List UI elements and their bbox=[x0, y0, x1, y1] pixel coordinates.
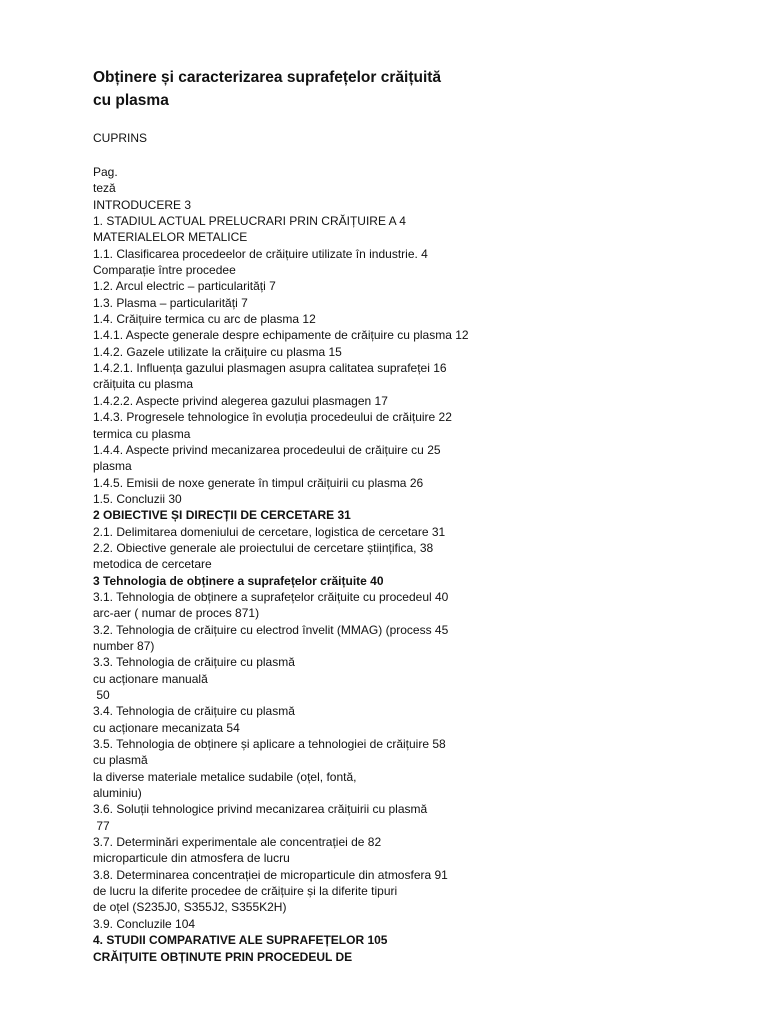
toc-line: cu acționare manuală bbox=[93, 671, 208, 686]
toc-line: la diverse materiale metalice sudabile (oțel, fontă, bbox=[93, 769, 357, 784]
toc-line: 1.4.2.2. Aspecte privind alegerea gazului plasmagen 17 bbox=[93, 393, 388, 408]
toc-line: 2.1. Delimitarea domeniului de cercetare, logistica de cercetare 31 bbox=[93, 524, 446, 539]
toc-line: 1.4.2. Gazele utilizate la crăițuire cu plasma 15 bbox=[93, 344, 342, 359]
toc-line: termica cu plasma bbox=[93, 426, 191, 441]
toc-line: metodica de cercetare bbox=[93, 557, 212, 572]
toc-line: 3.5. Tehnologia de obținere și aplicare a tehnologiei de crăițuire 58 bbox=[93, 737, 446, 752]
toc-line: 77 bbox=[93, 818, 110, 833]
toc-line: 3.7. Determinări experimentale ale concentrației de 82 bbox=[93, 835, 382, 850]
toc-line: aluminiu) bbox=[93, 786, 142, 801]
toc-line: 2.2. Obiective generale ale proiectului de cercetare științifica, 38 bbox=[93, 540, 434, 555]
toc-line: 3.4. Tehnologia de crăițuire cu plasmă bbox=[93, 704, 295, 719]
toc-line: microparticule din atmosfera de lucru bbox=[93, 851, 290, 866]
toc-line: 3.1. Tehnologia de obținere a suprafețelor crăițuite cu procedeul 40 bbox=[93, 589, 449, 604]
toc-line: 3.6. Soluții tehnologice privind mecanizarea crăițuirii cu plasmă bbox=[93, 802, 428, 817]
toc-line: plasma bbox=[93, 459, 132, 474]
toc-line: 2 OBIECTIVE ȘI DIRECȚII DE CERCETARE 31 bbox=[93, 508, 351, 523]
toc-line: 4. STUDII COMPARATIVE ALE SUPRAFEȚELOR 105 bbox=[93, 933, 388, 948]
toc-line: 1.2. Arcul electric – particularități 7 bbox=[93, 279, 276, 294]
toc-line: Comparație între procedee bbox=[93, 263, 236, 278]
title-line-2: cu plasma bbox=[93, 92, 169, 109]
toc-line: cu acționare mecanizata 54 bbox=[93, 720, 240, 735]
toc-line: 3.3. Tehnologia de crăițuire cu plasmă bbox=[93, 655, 295, 670]
toc-line: CRĂIȚUITE OBȚINUTE PRIN PROCEDEUL DE bbox=[93, 949, 353, 964]
toc-line: cu plasmă bbox=[93, 753, 148, 768]
toc-line: 3.9. Concluzile 104 bbox=[93, 916, 196, 931]
table-of-contents bbox=[93, 164, 733, 965]
toc-line: 1. STADIUL ACTUAL PRELUCRARI PRIN CRĂIȚUIRE A 4 bbox=[93, 214, 406, 229]
toc-line: 1.4.3. Progresele tehnologice în evoluția procedeului de crăițuire 22 bbox=[93, 410, 452, 425]
toc-heading: CUPRINS bbox=[93, 131, 148, 145]
toc-line: de oțel (S235J0, S355J2, S355K2H) bbox=[93, 900, 287, 915]
toc-line: 1.4. Crăițuire termica cu arc de plasma 12 bbox=[93, 312, 316, 327]
toc-line: crăițuita cu plasma bbox=[93, 377, 194, 392]
toc-line: 3.2. Tehnologia de crăițuire cu electrod învelit (MMAG) (process 45 bbox=[93, 622, 449, 637]
toc-line: 1.5. Concluzii 30 bbox=[93, 491, 182, 506]
toc-line: 1.1. Clasificarea procedeelor de crăițuire utilizate în industrie. 4 bbox=[93, 246, 428, 261]
document-title bbox=[93, 66, 693, 112]
toc-line: 1.4.2.1. Influența gazului plasmagen asupra calitatea suprafeței 16 bbox=[93, 361, 447, 376]
toc-line: arc-aer ( numar de proces 871) bbox=[93, 606, 260, 621]
toc-line: 50 bbox=[93, 688, 110, 702]
toc-line: number 87) bbox=[93, 638, 155, 653]
toc-line: INTRODUCERE 3 bbox=[93, 197, 192, 212]
toc-line: Pag. bbox=[93, 165, 118, 179]
title-line-1: Obținere și caracterizarea suprafețelor crăițuită bbox=[93, 69, 442, 86]
toc-line: de lucru la diferite procedee de crăițuire și la diferite tipuri bbox=[93, 884, 398, 899]
toc-line: teză bbox=[93, 181, 116, 196]
toc-line: 3 Tehnologia de obținere a suprafețelor crăițuite 40 bbox=[93, 573, 384, 588]
toc-line: 1.3. Plasma – particularități 7 bbox=[93, 295, 248, 310]
toc-line: 1.4.1. Aspecte generale despre echipamente de crăițuire cu plasma 12 bbox=[93, 328, 469, 343]
toc-line: 1.4.5. Emisii de noxe generate în timpul crăițuirii cu plasma 26 bbox=[93, 475, 424, 490]
toc-line: 3.8. Determinarea concentrației de microparticule din atmosfera 91 bbox=[93, 867, 448, 882]
toc-line: MATERIALELOR METALICE bbox=[93, 230, 248, 245]
toc-line: 1.4.4. Aspecte privind mecanizarea procedeului de crăițuire cu 25 bbox=[93, 442, 441, 457]
